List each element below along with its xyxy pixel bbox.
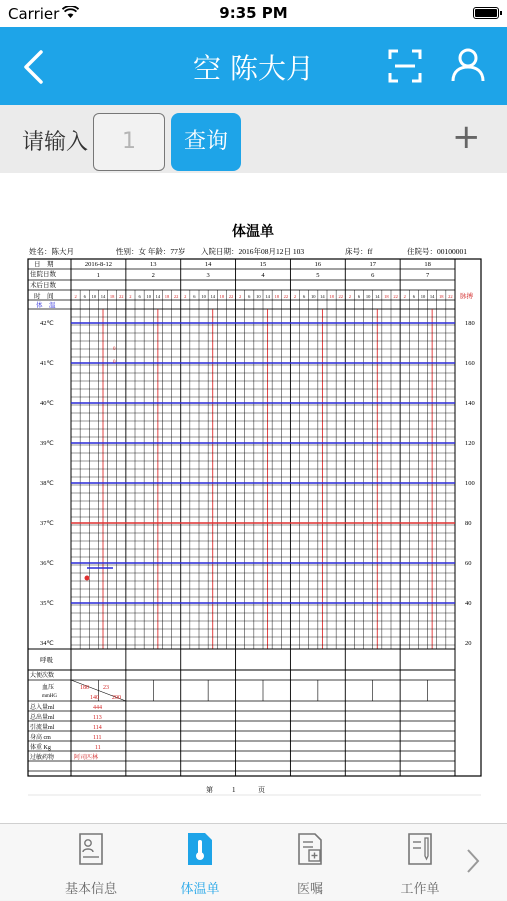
tab-label: 工作单 <box>400 882 440 897</box>
page-number: 1 <box>232 786 236 794</box>
time-tick: 22 <box>338 294 343 299</box>
battery-icon <box>473 7 499 19</box>
worksheet-icon <box>407 832 433 866</box>
page-title: 空 陈大月 <box>193 52 314 85</box>
time-tick: 14 <box>265 294 270 299</box>
time-tick: 2 <box>239 294 242 299</box>
patient-name: 姓名：陈大月 <box>29 247 74 256</box>
bp-diastolic: 200 <box>112 695 121 701</box>
doctor-order-icon <box>297 832 323 866</box>
row-label-postop: 术后日数 <box>30 282 56 289</box>
time-tick: 2 <box>293 294 297 299</box>
row-label-output: 总出量ml <box>30 715 55 721</box>
temp-tick-label: 36℃ <box>40 560 54 567</box>
bp-systolic: 23 <box>103 685 109 691</box>
pulse-tick-label: 180 <box>465 320 475 327</box>
temperature-point <box>85 576 90 581</box>
tab-basic-info[interactable] <box>41 824 141 901</box>
time-tick: 18 <box>164 294 170 299</box>
row-label-stool: 大便次数 <box>30 673 55 679</box>
time-tick: 6 <box>83 294 86 299</box>
temp-tick-label: 42℃ <box>40 320 54 327</box>
time-tick: 6 <box>138 294 141 299</box>
time-tick: 18 <box>329 294 334 299</box>
pulse-tick-label: 60 <box>465 560 472 567</box>
time-tick: 18 <box>219 294 225 299</box>
row-label-temp: 体 温 <box>36 302 56 309</box>
time-tick: 10 <box>420 294 426 299</box>
row-label-intake: 总入量ml <box>30 705 55 711</box>
temp-tick-label: 34℃ <box>40 640 54 647</box>
id-card-icon <box>78 832 104 866</box>
tab-bar <box>0 823 507 900</box>
temp-tick-label: 41℃ <box>40 360 54 367</box>
time-tick: 18 <box>384 294 389 299</box>
allergy-value: 阿司匹林 <box>74 755 99 761</box>
search-label: 请输入 <box>22 130 89 155</box>
time-tick: 6 <box>357 294 361 299</box>
carrier-label: Carrier <box>8 5 60 23</box>
clock: 9:35 PM <box>219 4 288 22</box>
hospital-day-label: 6 <box>371 272 375 279</box>
sheet-heading: 体温单 <box>232 225 274 240</box>
hospital-day-label: 3 <box>206 272 210 279</box>
time-tick: 22 <box>173 294 179 299</box>
time-tick: 14 <box>429 294 435 299</box>
time-tick: 6 <box>193 294 196 299</box>
row-label-height: 身高 cm <box>30 735 51 741</box>
time-tick: 10 <box>311 294 316 299</box>
row-label-time: 时 间 <box>34 293 54 300</box>
page-number-input[interactable]: 1 <box>93 113 165 171</box>
page-prefix: 第 <box>206 786 213 794</box>
time-tick: 22 <box>448 294 453 299</box>
chart-labels <box>30 259 475 761</box>
time-tick: 2 <box>129 294 132 299</box>
pulse-tick-label: 160 <box>465 360 475 367</box>
patient-admit-date: 入院日期：2016年08月12日 103 <box>201 247 305 256</box>
intake-value: 444 <box>93 705 102 711</box>
time-tick: 22 <box>228 294 234 299</box>
output-value: 113 <box>93 715 102 721</box>
time-tick: 14 <box>210 294 215 299</box>
time-tick: 18 <box>274 294 279 299</box>
time-tick: 2 <box>74 294 77 299</box>
temp-tick-label: 37℃ <box>40 520 54 527</box>
date-label: 13 <box>150 261 157 268</box>
pulse-tick-label: 100 <box>465 480 475 487</box>
time-tick: 22 <box>393 294 398 299</box>
weight-value: 11 <box>95 745 101 751</box>
time-tick: 22 <box>283 294 289 299</box>
temp-tick-label: 39℃ <box>40 440 54 447</box>
tab-label: 医嘱 <box>296 882 323 897</box>
row-label-bp-unit: mmHG <box>42 694 57 699</box>
time-tick: 18 <box>109 294 115 299</box>
time-tick: 14 <box>375 294 380 299</box>
pulse-tick-label: 20 <box>465 640 472 647</box>
row-label-pulse: 脉搏 <box>460 293 473 300</box>
time-tick: 10 <box>91 294 97 299</box>
time-tick: 2 <box>403 294 406 299</box>
vertical-note: 0 <box>113 347 116 352</box>
date-label: 18 <box>424 261 431 268</box>
date-label: 14 <box>204 261 212 268</box>
time-tick: 10 <box>146 294 151 299</box>
user-icon[interactable] <box>450 47 486 83</box>
search-bar <box>0 105 507 173</box>
hospital-day-label: 5 <box>316 272 320 279</box>
pulse-tick-label: 40 <box>465 600 472 607</box>
bp-systolic: 180 <box>80 685 89 691</box>
patient-inpatient-no: 住院号：00100001 <box>407 247 467 256</box>
time-tick: 6 <box>248 294 251 299</box>
hospital-day-label: 4 <box>261 272 265 279</box>
tab-label: 基本信息 <box>64 882 117 897</box>
patient-sex-age: 性别：女 年龄：77岁 <box>116 247 186 256</box>
time-tick: 10 <box>201 294 206 299</box>
nav-bar <box>0 27 507 105</box>
time-tick: 10 <box>365 294 371 299</box>
date-label: 2016-8-12 <box>84 261 112 268</box>
temperature-chart-sheet[interactable] <box>0 173 507 823</box>
time-tick: 6 <box>303 294 306 299</box>
date-label: 16 <box>314 261 322 268</box>
patient-bed: 床号：ff <box>345 247 373 256</box>
temp-tick-label: 40℃ <box>40 400 54 407</box>
drainage-value: 114 <box>93 725 102 731</box>
page-suffix: 页 <box>258 786 265 794</box>
time-tick: 14 <box>320 294 325 299</box>
temperature-chart-document <box>0 173 507 823</box>
pulse-tick-label: 140 <box>465 400 475 407</box>
time-tick: 6 <box>412 294 415 299</box>
tab-temperature-chart[interactable] <box>150 824 250 901</box>
row-label-bp: 血压 <box>42 685 55 691</box>
row-label-weight: 体重 Kg <box>30 745 51 751</box>
chevron-right-icon[interactable] <box>466 848 480 874</box>
hospital-day-label: 2 <box>151 272 155 279</box>
query-button[interactable]: 查询 <box>171 113 241 171</box>
tab-doctor-orders[interactable] <box>260 824 360 901</box>
row-label-respiration: 呼吸 <box>40 657 53 664</box>
date-label: 15 <box>259 261 267 268</box>
status-bar <box>0 0 507 27</box>
hospital-day-label: 7 <box>425 272 430 279</box>
time-tick: 10 <box>256 294 261 299</box>
time-tick: 2 <box>348 294 351 299</box>
tab-worksheet[interactable] <box>370 824 470 901</box>
scan-icon[interactable] <box>388 49 422 83</box>
vertical-note: 0 <box>113 360 116 365</box>
row-label-drainage: 引流量ml <box>30 725 55 731</box>
temp-tick-label: 38℃ <box>40 480 54 487</box>
pulse-tick-label: 120 <box>465 440 475 447</box>
time-tick: 14 <box>155 294 161 299</box>
add-icon[interactable]: + <box>452 117 481 157</box>
row-label-allergy: 过敏药物 <box>30 755 55 761</box>
pulse-tick-label: 80 <box>465 520 472 527</box>
bp-diastolic: 140 <box>90 695 99 701</box>
row-label-days: 住院日数 <box>30 271 56 278</box>
row-label-date: 日 期 <box>34 261 54 268</box>
time-tick: 14 <box>100 294 106 299</box>
time-tick: 18 <box>439 294 444 299</box>
temp-tick-label: 35℃ <box>40 600 54 607</box>
thermometer-doc-icon <box>187 832 213 866</box>
time-tick: 22 <box>119 294 124 299</box>
date-label: 17 <box>369 261 376 268</box>
hospital-day-label: 1 <box>96 272 101 279</box>
height-value: 111 <box>93 735 102 741</box>
time-tick: 2 <box>184 294 187 299</box>
tab-label: 体温单 <box>180 882 220 897</box>
